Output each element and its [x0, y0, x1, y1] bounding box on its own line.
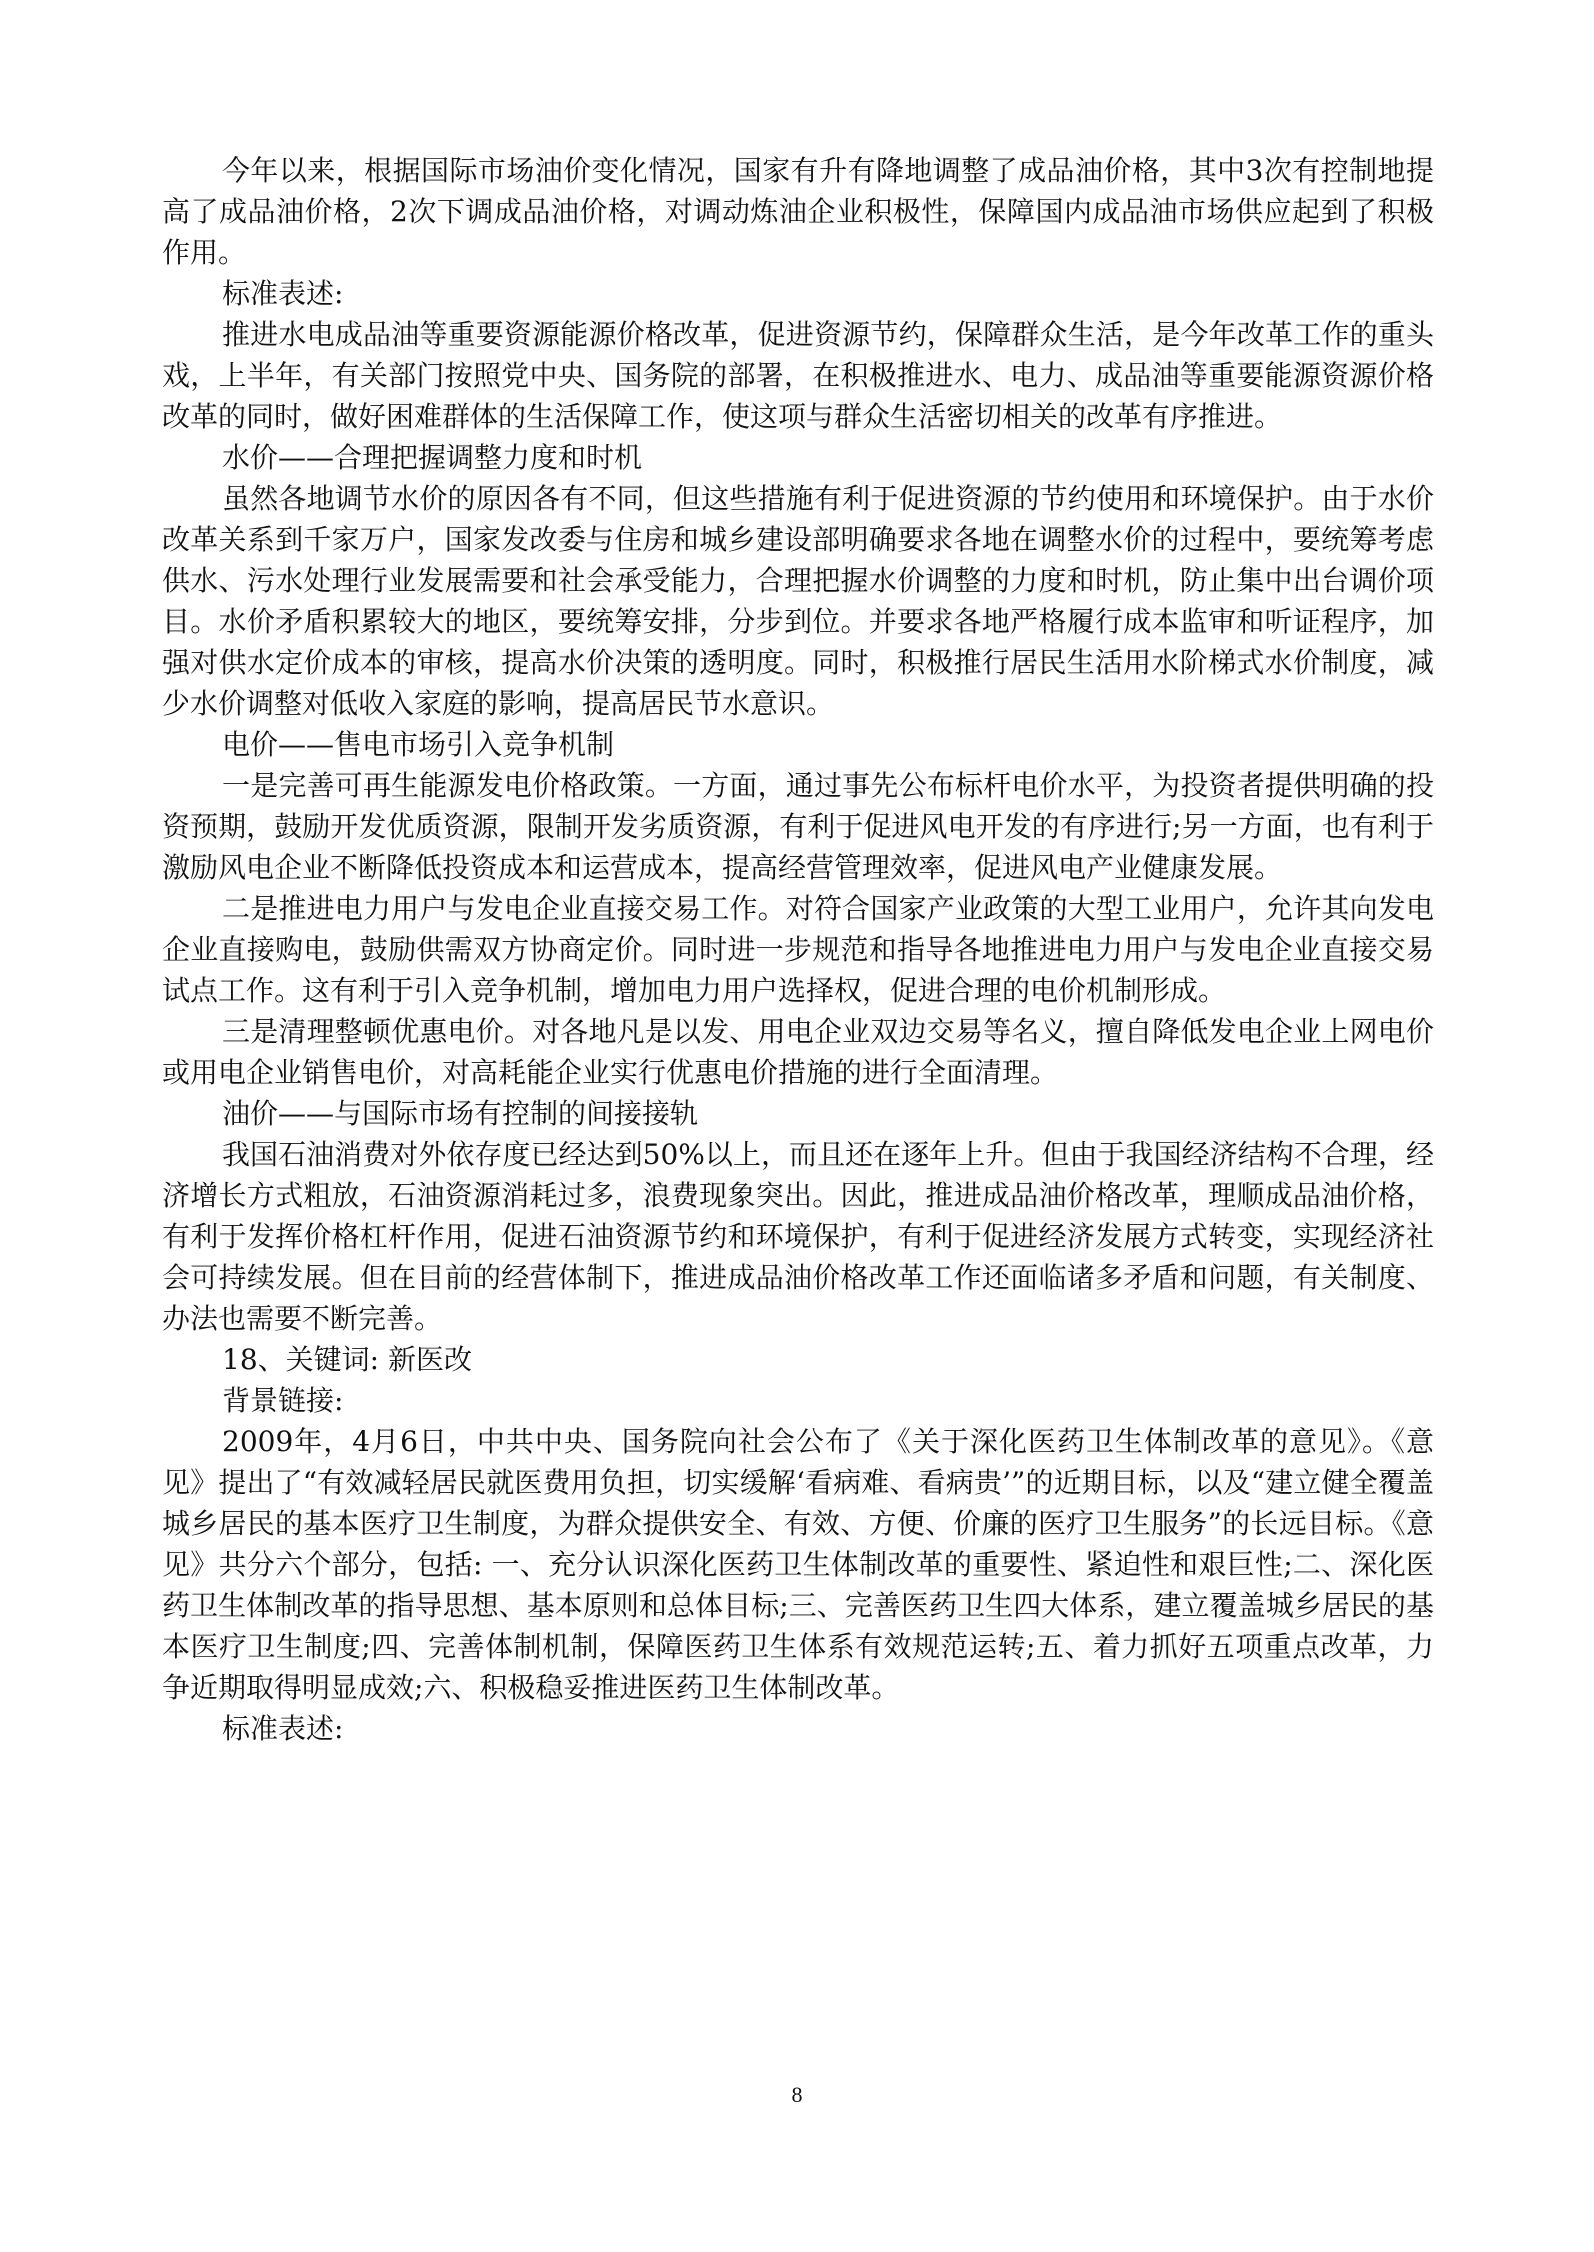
paragraph-water-price: 虽然各地调节水价的原因各有不同，但这些措施有利于促进资源的节约使用和环境保护。由于水价改革关系到千家万户，国家发改委与住房和城乡建设部明确要求各地在调整水价的过程中，要统筹考虑供水、污水处理行业发展需要和社会承受能力，合理把握水价调整的力度和时机，防止集中出台调价项目。水价矛盾积累较大的地区，要统筹安排，分步到位。并要求各地严格履行成本监审和听证程序，加强对供水定价成本的审核，提高水价决策的透明度。同时，积极推行居民生活用水阶梯式水价制度，减少水价调整对低收入家庭的影响，提高居民节水意识。 — [162, 482, 1434, 720]
heading-electricity-price: 电价——售电市场引入竞争机制 — [222, 728, 615, 761]
paragraph-preferential-price: 三是清理整顿优惠电价。对各地凡是以发、用电企业双边交易等名义，擅自降低发电企业上网电价或用电企业销售电价，对高耗能企业实行优惠电价措施的进行全面清理。 — [162, 1015, 1434, 1089]
paragraph-direct-trading: 二是推进电力用户与发电企业直接交易工作。对符合国家产业政策的大型工业用户，允许其向发电企业直接购电，鼓励供需双方协商定价。同时进一步规范和指导各地推进电力用户与发电企业直接交易试点工作。这有利于引入竞争机制，增加电力用户选择权，促进合理的电价机制形成。 — [162, 892, 1434, 1007]
heading-keyword-medical-reform: 18、关键词: 新医改 — [222, 1343, 472, 1376]
paragraph-medical-reform-opinion: 2009年，4月6日，中共中央、国务院向社会公布了《关于深化医药卫生体制改革的意见》。《意见》提出了“有效减轻居民就医费用负担，切实缓解‘看病难、看病贵’”的近期目标，以及“建立健全覆盖城乡居民的基本医疗卫生制度，为群众提供安全、有效、方便、价廉的医疗卫生服务”的长远目标。《意见》共分六个部分，包括: 一、充分认识深化医药卫生体制改革的重要性、紧迫性和艰巨性;二、深化医药卫生体制改革的指导思想、基本原则和总体目标;三、完善医药卫生四大体系，建立覆盖城乡居民的基本医疗卫生制度;四、完善体制机制，保障医药卫生体系有效规范运转;五、着力抓好五项重点改革，力争近期取得明显成效;六、积极稳妥推进医药卫生体制改革。 — [162, 1425, 1434, 1704]
page-number: 8 — [791, 2082, 803, 2107]
heading-oil-price: 油价——与国际市场有控制的间接接轨 — [222, 1097, 699, 1130]
paragraph-renewable-energy: 一是完善可再生能源发电价格政策。一方面，通过事先公布标杆电价水平，为投资者提供明确的投资预期，鼓励开发优质资源，限制开发劣质资源，有利于促进风电开发的有序进行;另一方面，也有利于激励风电企业不断降低投资成本和运营成本，提高经营管理效率，促进风电产业健康发展。 — [162, 769, 1434, 884]
paragraph-oil-price-adjustment: 今年以来，根据国际市场油价变化情况，国家有升有降地调整了成品油价格，其中3次有控制地提高了成品油价格，2次下调成品油价格，对调动炼油企业积极性，保障国内成品油市场供应起到了积极作用。 — [162, 154, 1434, 269]
label-background-link: 背景链接: — [222, 1384, 344, 1417]
heading-water-price: 水价——合理把握调整力度和时机 — [222, 441, 643, 474]
body-text — [162, 150, 1434, 1749]
paragraph-oil-dependency: 我国石油消费对外依存度已经达到50%以上，而且还在逐年上升。但由于我国经济结构不合理，经济增长方式粗放，石油资源消耗过多，浪费现象突出。因此，推进成品油价格改革，理顺成品油价格，有利于发挥价格杠杆作用，促进石油资源节约和环境保护，有利于促进经济发展方式转变，实现经济社会可持续发展。但在目前的经营体制下，推进成品油价格改革工作还面临诸多矛盾和问题，有关制度、办法也需要不断完善。 — [162, 1138, 1434, 1335]
paragraph-resource-price-reform: 推进水电成品油等重要资源能源价格改革，促进资源节约，保障群众生活，是今年改革工作的重头戏，上半年，有关部门按照党中央、国务院的部署，在积极推进水、电力、成品油等重要能源资源价格改革的同时，做好困难群体的生活保障工作，使这项与群众生活密切相关的改革有序推进。 — [162, 318, 1434, 433]
label-standard-statement: 标准表述: — [222, 277, 344, 310]
label-standard-statement-2: 标准表述: — [222, 1712, 344, 1745]
